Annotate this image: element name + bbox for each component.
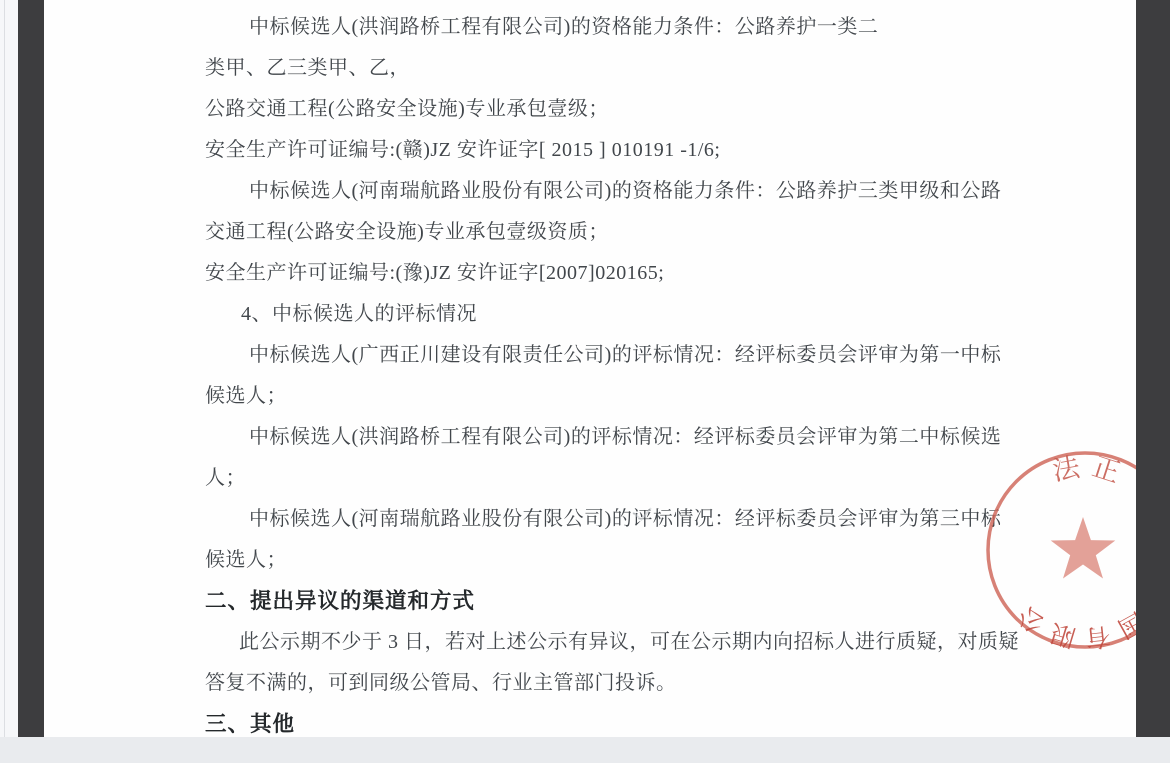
red-company-seal [974, 438, 1149, 663]
document-text-line: 中标候选人(河南瑞航路业股份有限公司)的评标情况：经评标委员会评审为第三中标 [249, 508, 1002, 530]
document-text-line: 中标候选人(广西正川建设有限责任公司)的评标情况：经评标委员会评审为第一中标 [249, 344, 1002, 366]
scan-dark-border [18, 0, 1170, 737]
document-text-line: 候选人； [205, 385, 287, 407]
document-text-line: 中标候选人(洪润路桥工程有限公司)的资格能力条件：公路养护一类二 [249, 16, 879, 38]
section-heading: 三、其他 [205, 712, 296, 736]
document-text-line: 安全生产许可证编号:(豫)JZ 安许证字[2007]020165; [205, 262, 665, 284]
text-column [205, 7, 1019, 737]
section-heading: 二、提出异议的渠道和方式 [205, 589, 476, 613]
document-text-line: 公路交通工程(公路安全设施)专业承包壹级； [205, 98, 609, 120]
document-text-line: 交通工程(公路安全设施)专业承包壹级资质； [205, 221, 609, 243]
document-text-line: 此公示期不少于 3 日，若对上述公示有异议，可在公示期内向招标人进行质疑，对质疑 [239, 631, 1019, 653]
document-page [44, 0, 1149, 737]
document-text-line: 答复不满的，可到同级公管局、行业主管部门投诉。 [205, 672, 677, 694]
document-text-line: 4、中标候选人的评标情况 [241, 303, 477, 325]
document-text-line: 中标候选人(洪润路桥工程有限公司)的评标情况：经评标委员会评审为第二中标候选 [249, 426, 1002, 448]
document-text-line: 人； [205, 467, 246, 489]
seal-star-icon [1051, 517, 1116, 579]
seal-top-arc-text: 法正 [1050, 450, 1133, 491]
document-text-line: 安全生产许可证编号:(赣)JZ 安许证字[ 2015 ] 010191 -1/6; [205, 139, 721, 161]
document-text-line: 中标候选人(河南瑞航路业股份有限公司)的资格能力条件：公路养护三类甲级和公路 [249, 180, 1002, 202]
document-text-line: 类甲、乙三类甲、乙， [205, 57, 410, 79]
viewer-bottom-gutter [0, 737, 1170, 763]
document-text-line: 候选人； [205, 549, 287, 571]
viewer-left-gutter [0, 0, 18, 737]
seal-bottom-arc-text: 国有限公 [1008, 596, 1149, 652]
